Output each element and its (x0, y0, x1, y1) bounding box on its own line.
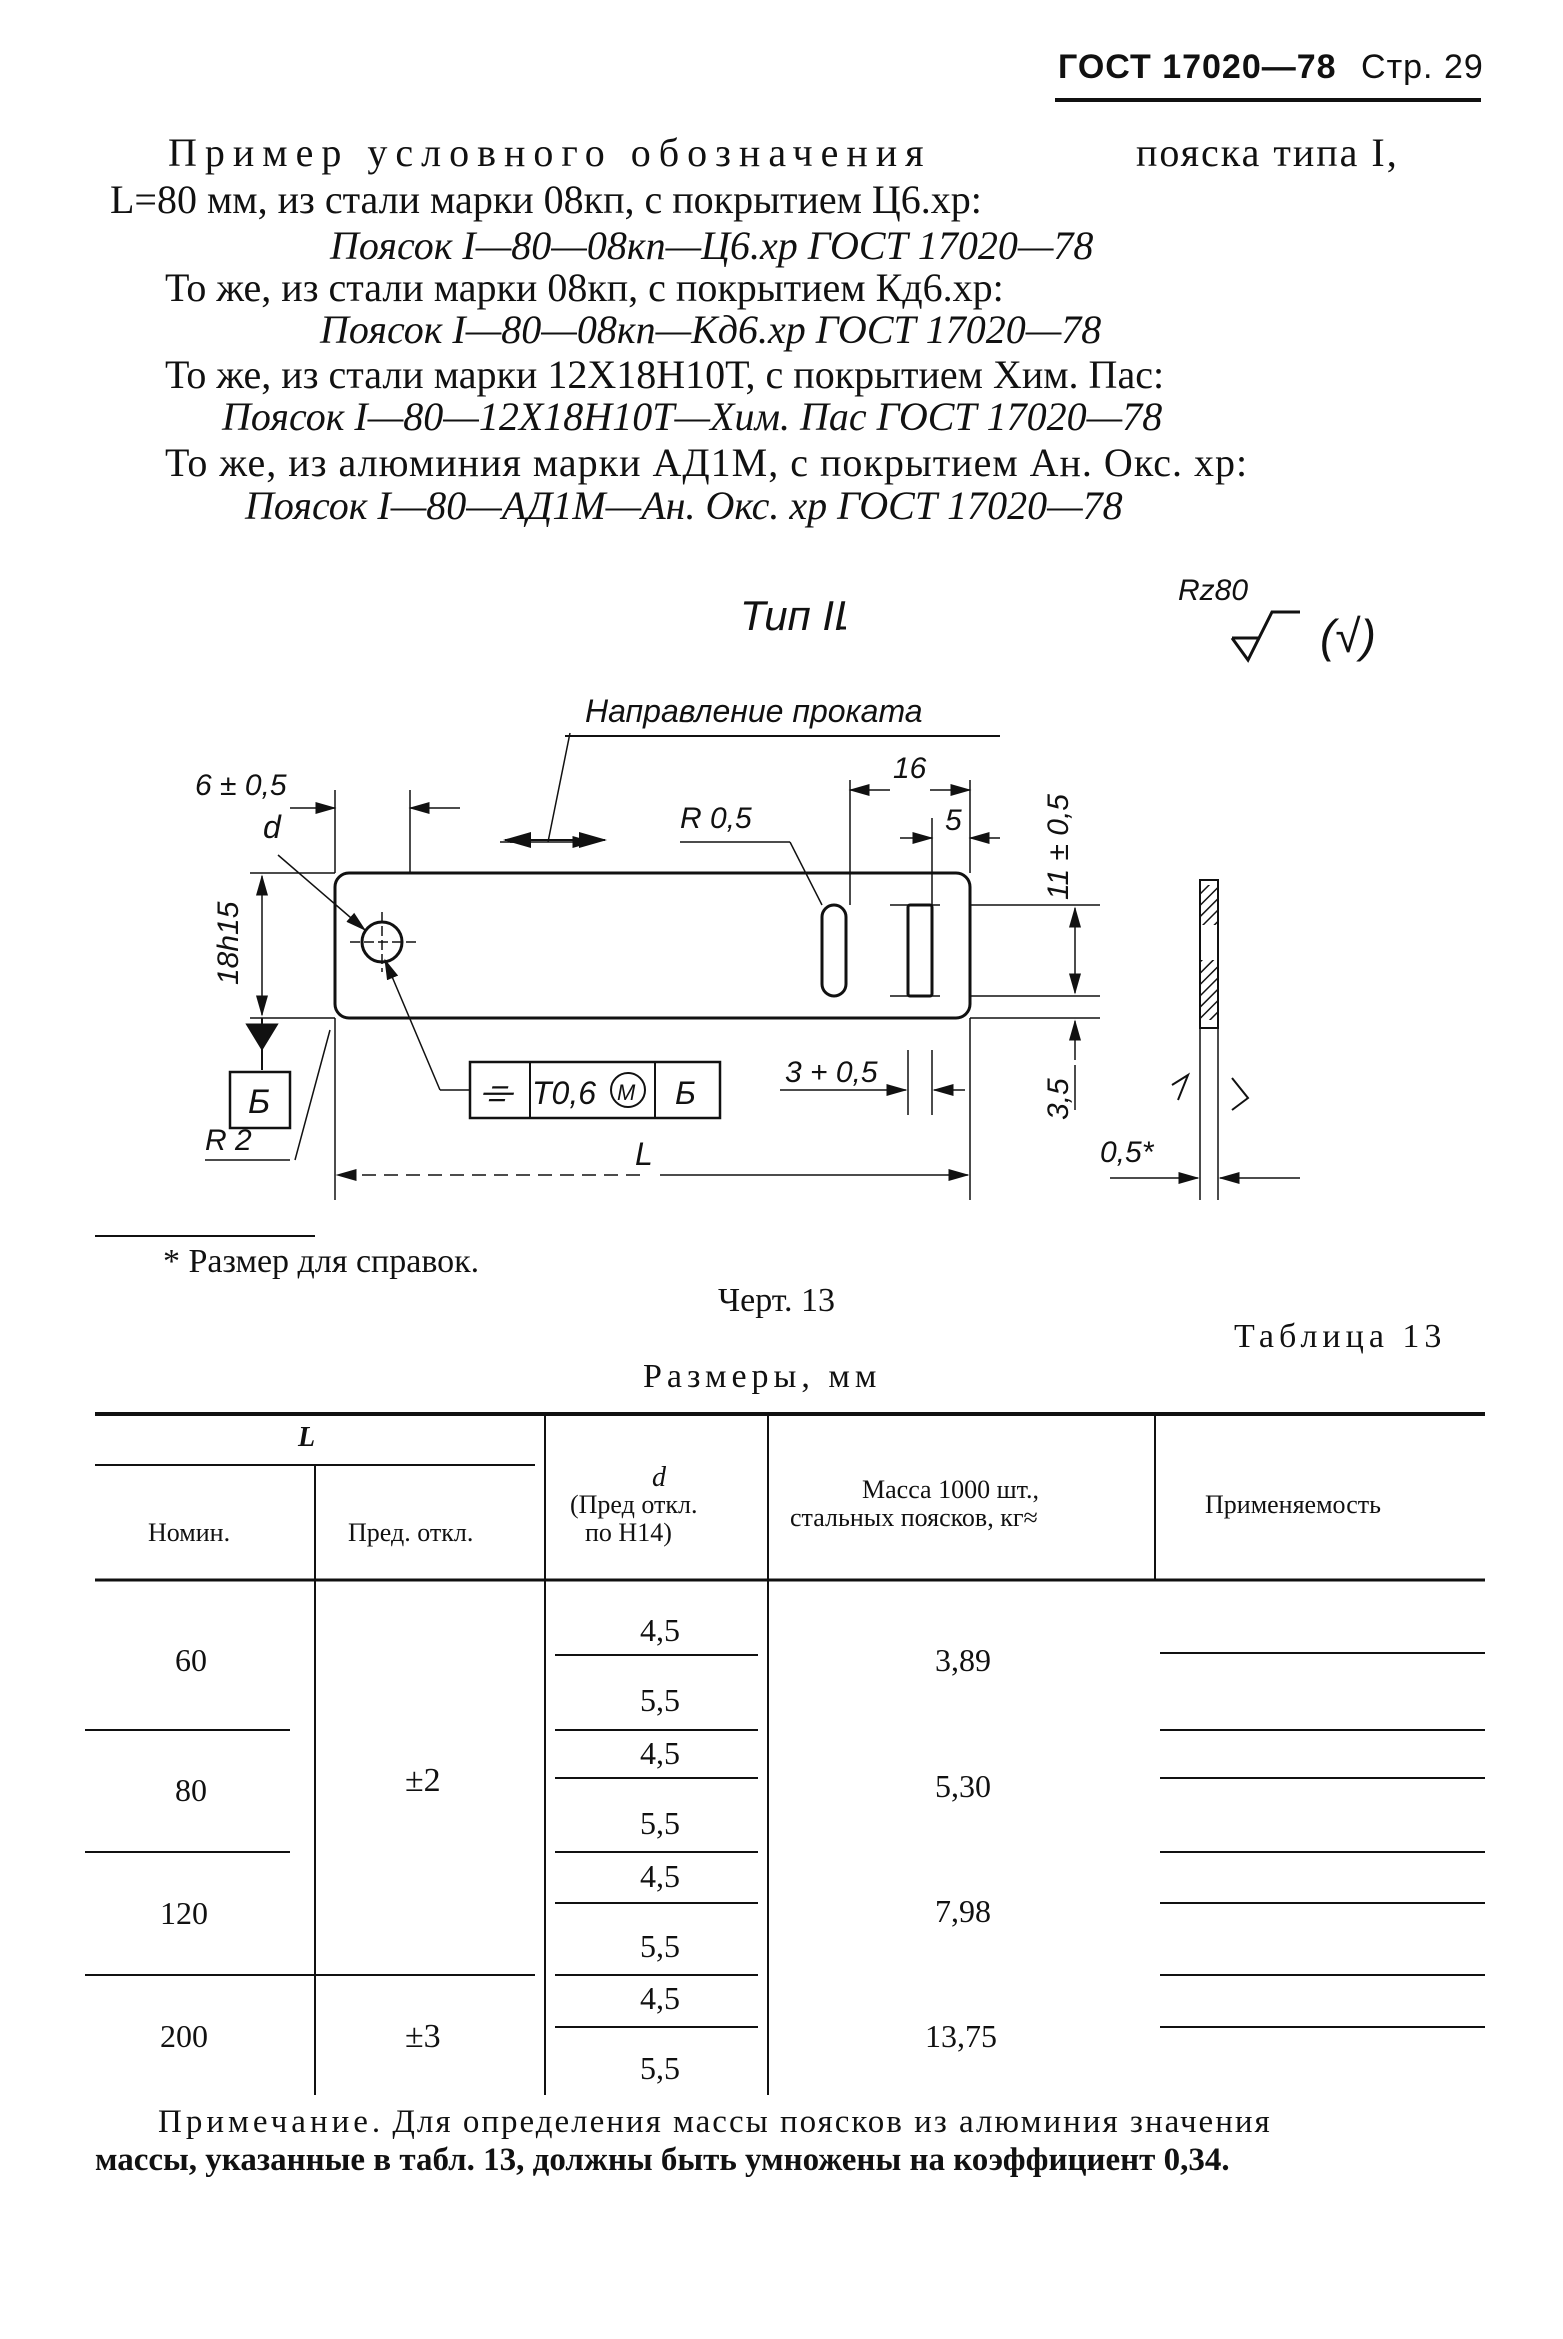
example-line-3: То же, из стали марки 08кп, с покрытием Кд6.хр: (165, 265, 1004, 310)
roughness-paren: (√) (1320, 610, 1376, 662)
example-intro-a: Пример условного обозначения (168, 130, 932, 175)
row-120-nomin: 120 (160, 1895, 208, 1931)
tolerance-pm3: ±3 (405, 2018, 441, 2055)
dim-05: 0,5* (1100, 1136, 1154, 1169)
row-80-d1: 4,5 (640, 1735, 680, 1771)
example-intro-line2: L=80 мм, из стали марки 08кп, с покрытием Ц6.хр: (110, 177, 982, 222)
figure-caption: Черт. 13 (718, 1282, 836, 1319)
row-200-d1: 4,5 (640, 1980, 680, 2016)
footnote: * Размер для справок. (163, 1243, 480, 1280)
row-200-mass: 13,75 (925, 2018, 997, 2054)
table-header-mass1: Масса 1000 шт., (862, 1475, 1040, 1504)
table-header-nomin: Номин. (148, 1518, 231, 1547)
row-80-mass: 5,30 (935, 1768, 991, 1804)
tolerance-datum: Б (675, 1075, 696, 1111)
roughness-label: Rz80 (1178, 574, 1249, 607)
note-line1-rest: Для определения массы поясков из алюминия значения (392, 2104, 1272, 2140)
tolerance-symbol: ⌯ (480, 1069, 512, 1113)
dim-d: d (263, 809, 281, 845)
dim-35: 3,5 (1042, 1078, 1075, 1120)
page-number: Стр. 29 (1361, 48, 1484, 86)
dim-11: 11 ± 0,5 (1042, 794, 1075, 900)
rolling-direction-label: Направление проката (585, 693, 923, 729)
tolerance-modifier: М (617, 1080, 636, 1105)
row-60-d2: 5,5 (640, 1682, 680, 1718)
note-label: Примечание. (158, 2104, 385, 2140)
example-item-3: Поясок I—80—12Х18Н10Т—Хим. Пас ГОСТ 17020—78 (222, 394, 1163, 439)
example-item-1: Поясок I—80—08кп—Ц6.хр ГОСТ 17020—78 (330, 223, 1094, 268)
row-120-d1: 4,5 (640, 1858, 680, 1894)
dim-r05: R 0,5 (680, 802, 752, 835)
row-200-nomin: 200 (160, 2018, 208, 2054)
dim-5: 5 (945, 804, 962, 837)
row-80-nomin: 80 (175, 1772, 207, 1808)
example-item-2: Поясок I—80—08кп—Кд6.хр ГОСТ 17020—78 (320, 307, 1102, 352)
example-intro-b: пояска типа I, (1136, 130, 1399, 175)
dim-3: 3 + 0,5 (785, 1056, 878, 1089)
table-header-d3: по Н14) (585, 1518, 672, 1547)
example-line-5: То же, из алюминия марки АД1М, с покрытием Ан. Окс. хр: (165, 440, 1249, 485)
table-label: Таблица 13 (1234, 1318, 1447, 1355)
row-120-mass: 7,98 (935, 1893, 991, 1929)
tolerance-pm2: ±2 (405, 1762, 441, 1799)
dim-L: L (635, 1136, 653, 1172)
row-80-d2: 5,5 (640, 1805, 680, 1841)
row-200-d2: 5,5 (640, 2050, 680, 2086)
dim-18: 18h15 (212, 901, 245, 985)
type-label: Тип II (740, 592, 846, 639)
note-line-2 (95, 2140, 1230, 2180)
table-header-use: Применяемость (1205, 1490, 1381, 1519)
table-header-mass2: стальных поясков, кг≈ (790, 1503, 1038, 1532)
row-60-mass: 3,89 (935, 1642, 991, 1678)
example-line-4: То же, из стали марки 12Х18Н10Т, с покрытием Хим. Пас: (165, 352, 1165, 397)
row-60-d1: 4,5 (640, 1612, 680, 1648)
dim-R2: R 2 (205, 1124, 252, 1157)
table-header-d1: d (652, 1462, 666, 1493)
table-header-pred: Пред. откл. (348, 1518, 474, 1547)
table-title: Размеры, мм (643, 1358, 882, 1395)
note-line2-a: массы, указанные в табл. 13, должны быть умножены на коэффициент (95, 2142, 1156, 2178)
table-header-d2: (Пред откл. (570, 1490, 698, 1519)
example-item-4: Поясок I—80—АД1М—Ан. Окс. хр ГОСТ 17020—78 (245, 483, 1123, 528)
row-60-nomin: 60 (175, 1642, 207, 1678)
row-120-d2: 5,5 (640, 1928, 680, 1964)
tolerance-value: Т0,6 (532, 1075, 597, 1111)
standard-number: ГОСТ 17020—78 (1058, 48, 1337, 86)
note-coefficient: 0,34. (1163, 2142, 1230, 2178)
dim-6: 6 ± 0,5 (195, 769, 287, 802)
datum-B: Б (248, 1083, 271, 1121)
note-line-1 (158, 2102, 1272, 2142)
table-header-L: L (298, 1422, 316, 1453)
dim-16: 16 (893, 752, 927, 785)
